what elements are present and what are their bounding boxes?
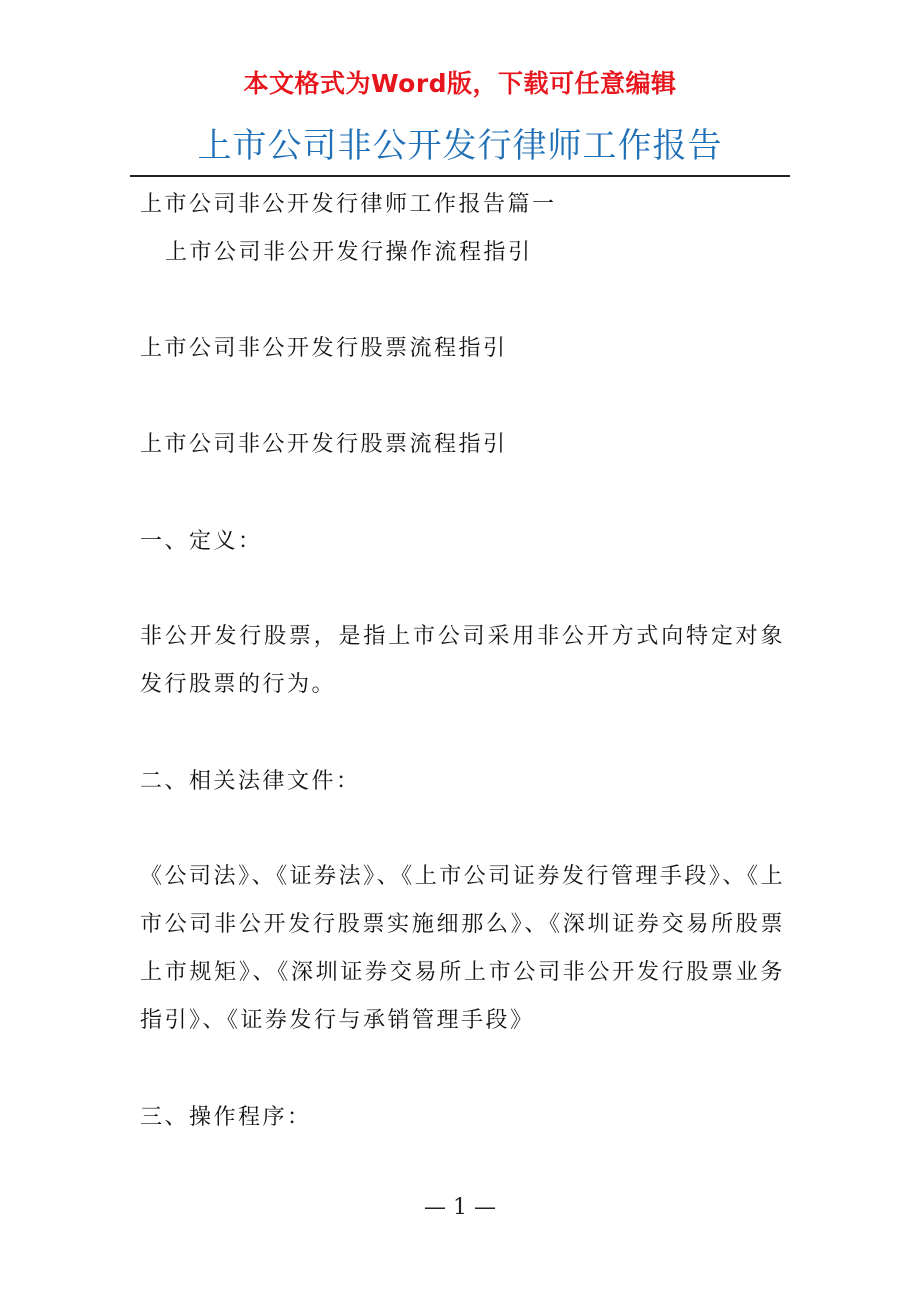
page-number: — 1 — xyxy=(424,1195,496,1220)
document-title: 上市公司非公开发行律师工作报告 xyxy=(197,126,723,166)
section-heading-definition: 一、定义： xyxy=(140,529,263,554)
text-line: 上市公司非公开发行股票流程指引 xyxy=(140,432,508,457)
legal-documents-paragraph: 《公司法》、《证券法》、《上市公司证券发行管理手段》、《上市公司非公开发行股票实施细那么》、《深圳证券交易所股票上市规矩》、《深圳证券交易所上市公司非公开发行股票业务指引》、《证券发行与承销管理手段》 xyxy=(140,864,785,1033)
download-banner: 本文格式为Word版，下载可任意编辑 xyxy=(243,69,677,98)
section-heading-legal-documents: 二、相关法律文件： xyxy=(140,769,361,794)
text-line: 上市公司非公开发行股票流程指引 xyxy=(140,336,508,361)
title-divider xyxy=(130,175,790,177)
section-heading-procedure: 三、操作程序： xyxy=(140,1105,312,1130)
article-heading: 上市公司非公开发行律师工作报告篇一 xyxy=(140,192,557,217)
definition-paragraph: 非公开发行股票，是指上市公司采用非公开方式向特定对象发行股票的行为。 xyxy=(140,624,785,697)
article-subheading: 上市公司非公开发行操作流程指引 xyxy=(165,240,533,265)
